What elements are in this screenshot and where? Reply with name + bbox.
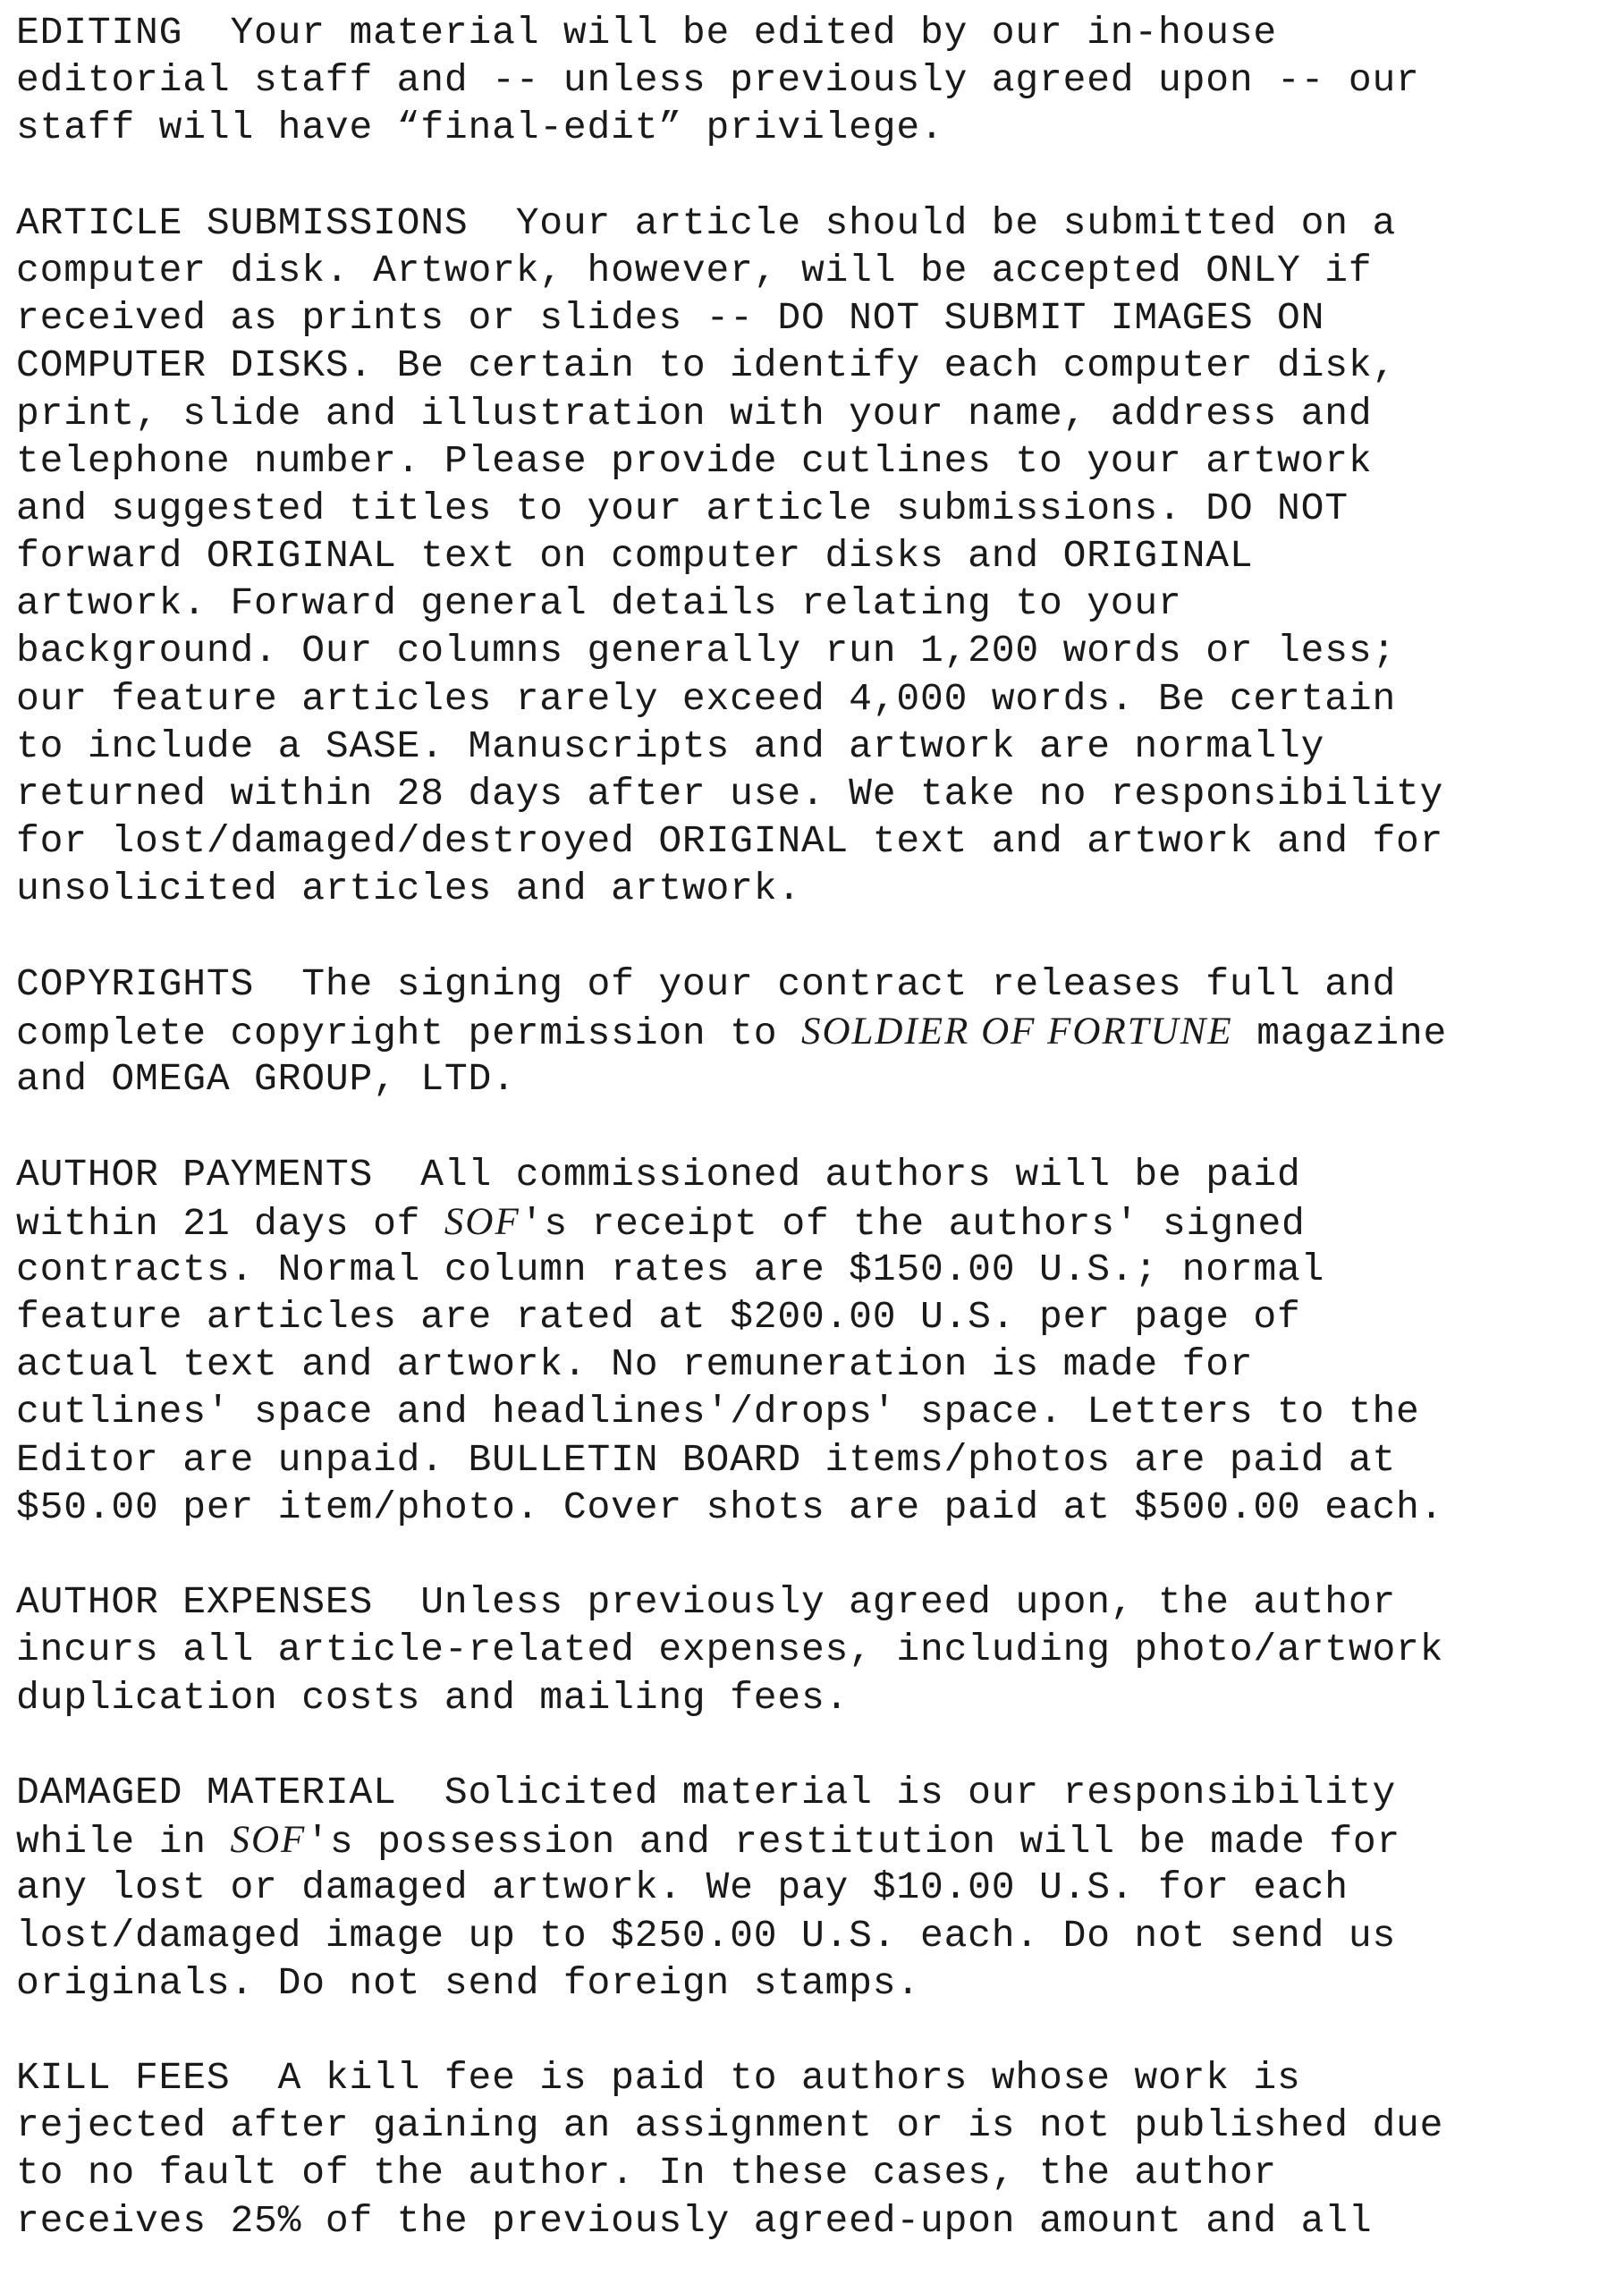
text-line	[16, 2102, 1617, 2149]
text-line	[16, 1959, 1617, 2007]
text-line	[16, 9, 1617, 56]
section-damaged-material	[16, 1769, 1617, 2007]
text-line	[16, 1674, 1617, 1721]
text-line	[16, 1198, 1617, 1246]
section-heading: ARTICLE SUBMISSIONS	[16, 200, 469, 245]
text-line	[16, 294, 1617, 342]
body-text: for lost/damaged/destroyed ORIGINAL text and artwork and for	[16, 819, 1444, 864]
body-text: Solicited material is our responsibility	[396, 1770, 1397, 1814]
section-heading: KILL FEES	[16, 2056, 231, 2101]
section-heading: COPYRIGHTS	[16, 961, 255, 1006]
text-line	[16, 390, 1617, 437]
body-text: and suggested titles to your article submissions. DO NOT	[16, 486, 1349, 530]
text-line	[16, 1341, 1617, 1388]
body-text: COMPUTER DISKS. Be certain to identify each computer disk,	[16, 343, 1397, 388]
text-line	[16, 960, 1617, 1008]
text-line	[16, 1008, 1617, 1055]
body-text: computer disk. Artwork, however, will be accepted ONLY if	[16, 248, 1373, 292]
body-text: 's receipt of the authors' signed	[520, 1201, 1306, 1246]
text-line	[16, 1578, 1617, 1626]
body-text: contracts. Normal column rates are $150.00 U.S.; normal	[16, 1247, 1325, 1291]
text-line	[16, 532, 1617, 579]
text-line	[16, 485, 1617, 532]
body-text: unsolicited articles and artwork.	[16, 867, 801, 911]
text-line	[16, 199, 1617, 247]
document-page	[16, 9, 1617, 2292]
section-author-payments	[16, 1151, 1617, 1532]
body-text: All commissioned authors will be paid	[373, 1152, 1301, 1197]
body-text: Editor are unpaid. BULLETIN BOARD items/photos are paid at	[16, 1437, 1397, 1482]
text-line	[16, 1436, 1617, 1484]
body-text: cutlines' space and headlines'/drops' space. Letters to the	[16, 1390, 1420, 1434]
body-text: print, slide and illustration with your name, address and	[16, 391, 1373, 436]
body-text: artwork. Forward general details relating to your	[16, 581, 1182, 626]
body-text: feature articles are rated at $200.00 U.S. per page of	[16, 1295, 1301, 1340]
text-line	[16, 770, 1617, 817]
text-line	[16, 1151, 1617, 1198]
section-kill-fees	[16, 2054, 1617, 2245]
body-text: to include a SASE. Manuscripts and artwork are normally	[16, 723, 1325, 768]
italic-title: SOF	[230, 1819, 307, 1862]
body-text: any lost or damaged artwork. We pay $10.00 U.S. for each	[16, 1865, 1349, 1910]
body-text: The signing of your contract releases full and	[254, 961, 1397, 1006]
body-text: background. Our columns generally run 1,200 words or less;	[16, 629, 1397, 673]
text-line	[16, 627, 1617, 674]
text-line	[16, 579, 1617, 627]
text-line	[16, 1816, 1617, 1864]
text-line	[16, 1484, 1617, 1531]
italic-title: SOF	[444, 1200, 520, 1243]
text-line	[16, 104, 1617, 151]
body-text: 's possession and restitution will be made for	[306, 1820, 1401, 1865]
body-text: $50.00 per item/photo. Cover shots are paid at $500.00 each.	[16, 1484, 1444, 1529]
text-line	[16, 437, 1617, 485]
text-line	[16, 1769, 1617, 1816]
body-text: incurs all article-related expenses, including photo/artwork	[16, 1628, 1444, 1672]
text-line	[16, 247, 1617, 294]
text-line	[16, 2054, 1617, 2102]
body-text: staff will have “final-edit” privilege.	[16, 106, 944, 150]
body-text: originals. Do not send foreign stamps.	[16, 1960, 920, 2005]
text-line	[16, 1388, 1617, 1435]
body-text: receives 25% of the previously agreed-upon amount and all	[16, 2198, 1373, 2243]
text-line	[16, 1055, 1617, 1103]
italic-title: SOLDIER OF FORTUNE	[800, 1010, 1233, 1053]
body-text: forward ORIGINAL text on computer disks and ORIGINAL	[16, 534, 1254, 579]
text-line	[16, 675, 1617, 723]
body-text: received as prints or slides -- DO NOT SUBMIT IMAGES ON	[16, 296, 1325, 341]
body-text: magazine	[1232, 1011, 1448, 1055]
body-text: Unless previously agreed upon, the author	[373, 1580, 1397, 1625]
body-text: to no fault of the author. In these cases, the author	[16, 2151, 1278, 2195]
text-line	[16, 56, 1617, 104]
section-copyrights	[16, 960, 1617, 1104]
text-line	[16, 342, 1617, 389]
text-line	[16, 2149, 1617, 2196]
section-author-expenses	[16, 1578, 1617, 1721]
body-text: while in	[16, 1820, 231, 1865]
text-line	[16, 1912, 1617, 1959]
body-text: telephone number. Please provide cutlines to your artwork	[16, 438, 1373, 483]
text-line	[16, 2197, 1617, 2245]
body-text: complete copyright permission to	[16, 1011, 801, 1055]
body-text: Your article should be submitted on a	[468, 200, 1397, 245]
body-text: returned within 28 days after use. We take no responsibility	[16, 772, 1444, 816]
body-text: within 21 days of	[16, 1201, 444, 1246]
text-line	[16, 1626, 1617, 1673]
section-heading: AUTHOR PAYMENTS	[16, 1152, 374, 1197]
text-line	[16, 1864, 1617, 1911]
section-heading: DAMAGED MATERIAL	[16, 1770, 397, 1814]
section-heading: AUTHOR EXPENSES	[16, 1580, 374, 1625]
body-text: and OMEGA GROUP, LTD.	[16, 1057, 516, 1102]
body-text: lost/damaged image up to $250.00 U.S. each. Do not send us	[16, 1913, 1397, 1958]
text-line	[16, 1246, 1617, 1293]
body-text: our feature articles rarely exceed 4,000 words. Be certain	[16, 676, 1397, 721]
body-text: actual text and artwork. No remuneration is made for	[16, 1342, 1254, 1387]
body-text: rejected after gaining an assignment or is not published due	[16, 2103, 1444, 2148]
text-line	[16, 817, 1617, 865]
text-line	[16, 723, 1617, 770]
body-text: duplication costs and mailing fees.	[16, 1675, 850, 1720]
text-line	[16, 865, 1617, 912]
body-text: Your material will be edited by our in-house	[182, 11, 1278, 55]
text-line	[16, 1293, 1617, 1341]
body-text: editorial staff and -- unless previously agreed upon -- our	[16, 58, 1420, 103]
section-heading: EDITING	[16, 11, 183, 55]
body-text: A kill fee is paid to authors whose work is	[230, 2056, 1301, 2101]
section-article-submissions	[16, 199, 1617, 913]
section-editing	[16, 9, 1617, 152]
